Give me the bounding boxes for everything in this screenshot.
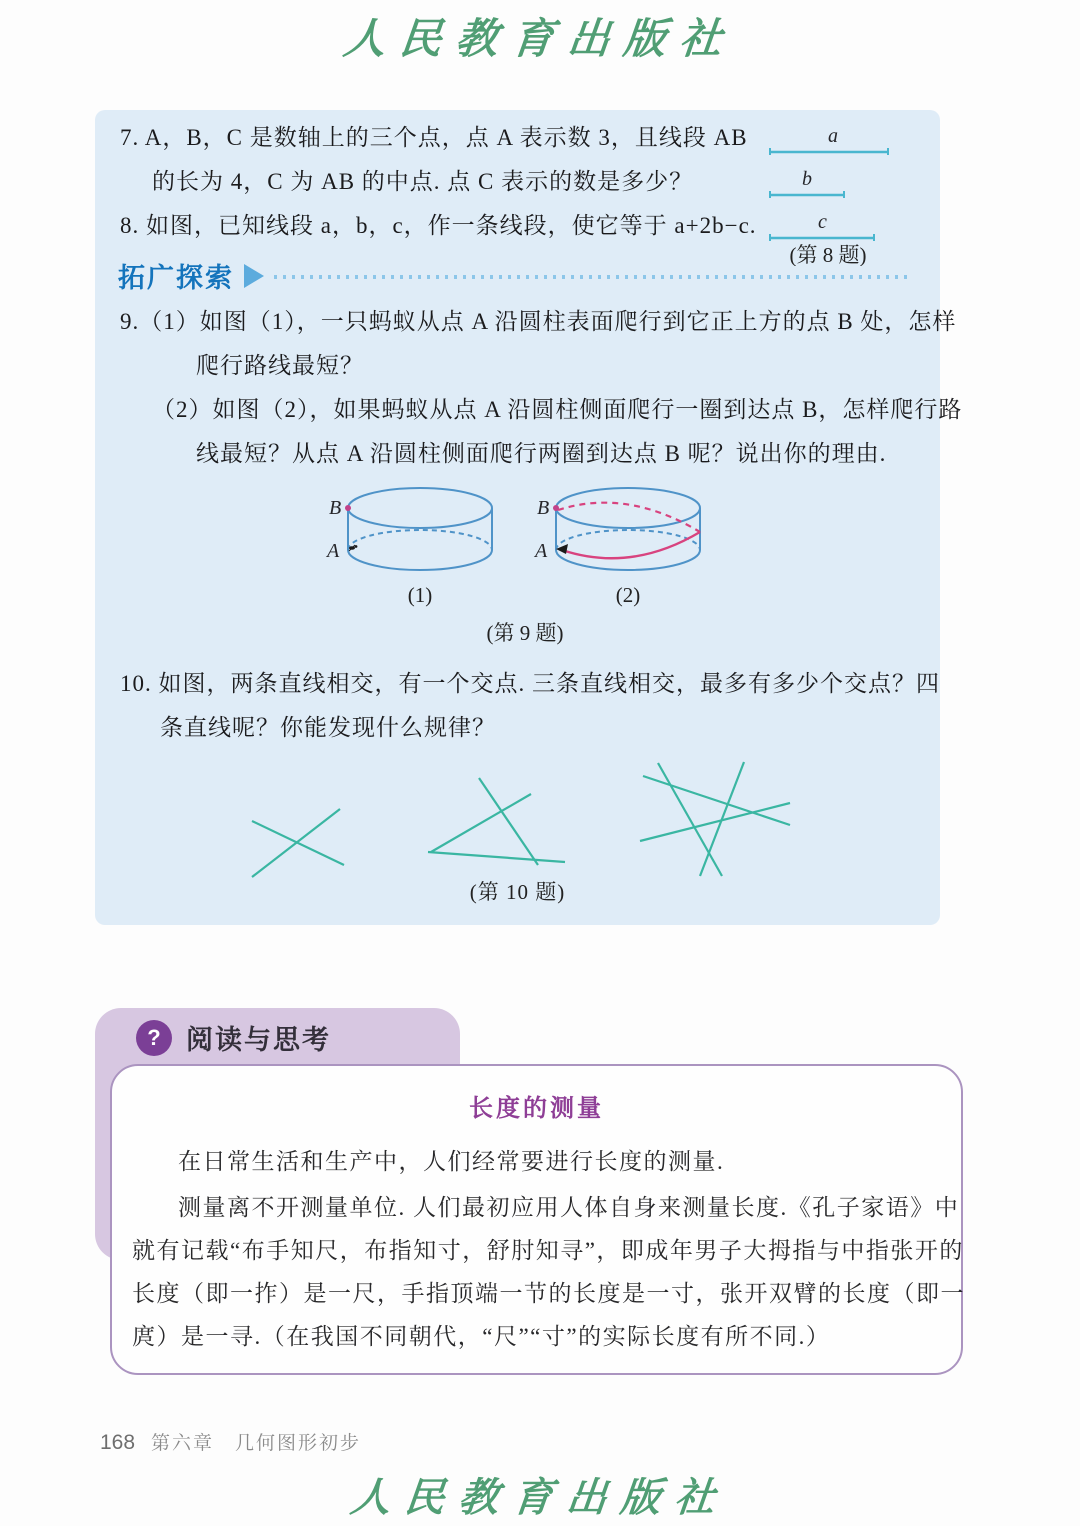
problem-7-line-2: 的长为 4，C 为 AB 的中点. 点 C 表示的数是多少？	[152, 169, 694, 194]
cylinder-1-bottom-front	[348, 550, 492, 570]
reading-para-2-line-3: 长度（即一拃）是一尺，手指顶端一节的长度是一寸，张开双臂的长度（即一	[132, 1281, 965, 1306]
figure-9-caption-1: (1)	[407, 583, 433, 607]
reading-para-2-line-4: 庹）是一寻.（在我国不同朝代，“尺”“寸”的实际长度有所不同.）	[132, 1324, 831, 1349]
figure-10-lines	[210, 748, 830, 880]
problem-7-line-1: 7. A，B，C 是数轴上的三个点，点 A 表示数 3，且线段 AB	[120, 125, 748, 150]
page-number: 168	[100, 1431, 136, 1454]
publisher-watermark-bottom: 人民教育出版社	[348, 1474, 732, 1521]
cylinder-2-top	[556, 488, 700, 528]
point-A2-label: A	[535, 540, 548, 562]
section-title: 拓广探索	[118, 263, 234, 293]
problem-9-line-4: 线最短？从点 A 沿圆柱侧面爬行两圈到达点 B 呢？说出你的理由.	[196, 441, 887, 466]
problem-8-line: 8. 如图，已知线段 a，b，c，作一条线段，使它等于 a+2b−c.	[120, 213, 757, 238]
reading-tab	[136, 1018, 331, 1057]
problem-9-line-2: 爬行路线最短？	[196, 353, 364, 378]
publisher-watermark-top: 人民教育出版社	[341, 14, 739, 63]
segment-c-label: c	[818, 211, 827, 233]
dotted-rule	[274, 275, 908, 279]
chapter-title: 第六章 几何图形初步	[151, 1433, 362, 1454]
two-lines-figure	[252, 809, 344, 877]
figure-10-caption: (第 10 题)	[469, 880, 566, 904]
figure-8-segments	[762, 124, 922, 266]
segment-b-label: b	[802, 168, 812, 190]
arrowhead	[556, 544, 568, 554]
reading-para-2-line-2: 就有记载“布手知尺，布指知寸，舒肘知寻”，即成年男子大拇指与中指张开的	[132, 1238, 964, 1263]
reading-para-2-line-1: 测量离不开测量单位. 人们最初应用人体自身来测量长度.《孔子家语》中	[178, 1195, 960, 1220]
point-B1-dot	[345, 505, 351, 511]
reading-title: 长度的测量	[469, 1096, 604, 1122]
point-B2-dot	[553, 505, 559, 511]
figure-9-caption-2: (2)	[615, 583, 641, 607]
cylinder-2-bottom-back	[556, 530, 700, 550]
point-B2-label: B	[537, 497, 550, 519]
figure-9-cylinders	[325, 478, 725, 648]
segment-a-label: a	[828, 125, 838, 147]
cylinder-2	[533, 488, 700, 607]
problem-10-line-1: 10. 如图，两条直线相交，有一个交点. 三条直线相交，最多有多少个交点？四	[120, 671, 940, 696]
three-lines-figure	[428, 778, 565, 865]
figure-8-caption: (第 8 题)	[789, 243, 867, 266]
problem-9-line-1: 9.（1）如图（1），一只蚂蚁从点 A 沿圆柱表面爬行到它正上方的点 B 处，怎样	[120, 309, 957, 334]
reading-para-1: 在日常生活和生产中，人们经常要进行长度的测量.	[178, 1149, 725, 1174]
ant-icon-1	[349, 545, 357, 551]
cylinder-1-top	[348, 488, 492, 528]
point-B1-label: B	[329, 497, 342, 519]
section-header	[118, 256, 908, 295]
reading-tab-label: 阅读与思考	[186, 1025, 331, 1055]
cylinder-2-bottom-front	[556, 550, 700, 570]
page-footer	[100, 1428, 361, 1455]
problem-9-line-3: （2）如图（2），如果蚂蚁从点 A 沿圆柱侧面爬行一圈到达点 B，怎样爬行路	[152, 397, 963, 422]
figure-9-caption: (第 9 题)	[486, 621, 564, 645]
triangle-icon	[244, 264, 264, 288]
question-book-icon: ?	[136, 1020, 172, 1056]
cylinder-1-bottom-back	[348, 530, 492, 550]
problem-10-line-2: 条直线呢？你能发现什么规律？	[160, 715, 496, 740]
point-A1-label: A	[327, 540, 340, 562]
four-lines-figure	[640, 762, 790, 876]
cylinder-1	[325, 488, 492, 607]
